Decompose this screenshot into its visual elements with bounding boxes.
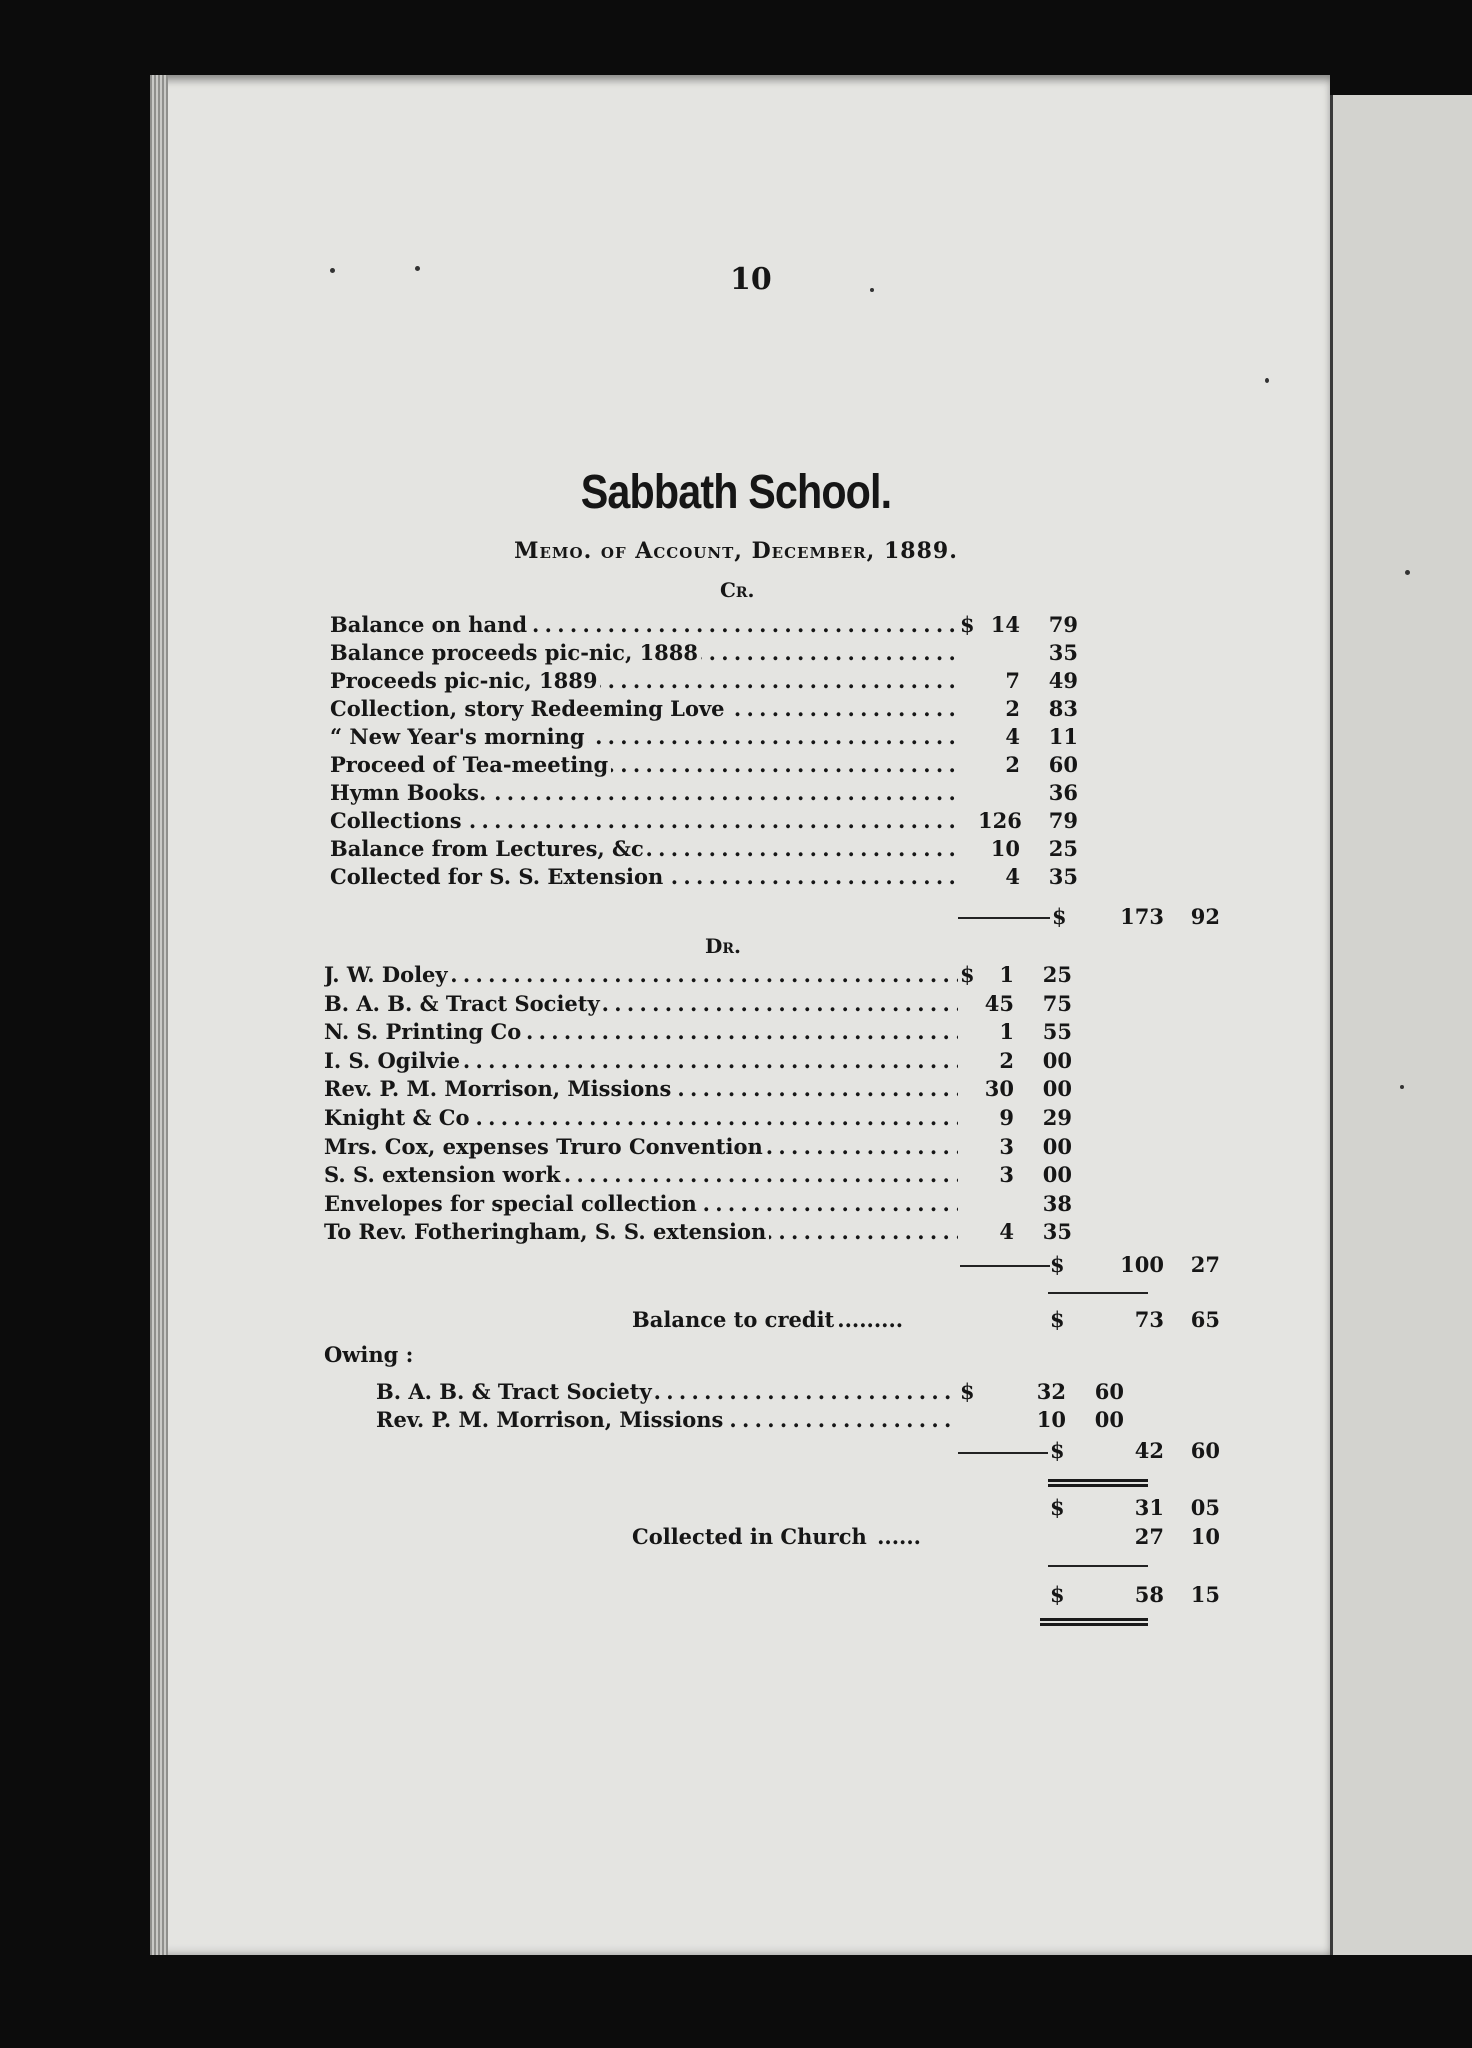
page-number: 10 <box>730 262 772 297</box>
debit-total-row <box>330 1252 1220 1280</box>
print-speck <box>415 266 420 271</box>
ledger-row-cents: 25 <box>1048 836 1078 861</box>
ledger-row <box>376 1379 1236 1407</box>
print-speck <box>870 288 874 292</box>
debit-total-cents: 27 <box>1190 1252 1220 1277</box>
ledger-row-label: Hymn Books. . . . <box>330 780 958 805</box>
ledger-row <box>330 836 1190 864</box>
grand-total-row <box>330 1582 1220 1610</box>
memo-subtitle: Memo. of Account, December, 1889. <box>514 538 958 564</box>
church-label: Collected in Church ...... <box>632 1524 921 1549</box>
grand-total-dollar-sign: $ <box>1050 1582 1065 1607</box>
ledger-row-dollars: 2 <box>1005 752 1020 777</box>
ledger-row-label: To Rev. Fotheringham, S. S. extension . . . <box>324 1219 958 1244</box>
ledger-row-dollars: 2 <box>999 1047 1014 1073</box>
ledger-row <box>324 1048 1184 1076</box>
ledger-row-dollars: 3 <box>999 1133 1014 1159</box>
ledger-row-dollars: 30 <box>984 1076 1014 1102</box>
ledger-row-cents: 60 <box>1048 752 1078 777</box>
ledger-row <box>330 696 1190 724</box>
ledger-row-dollars: 45 <box>984 990 1014 1016</box>
ledger-row-label: Proceeds pic-nic, 1889 . . . <box>330 668 958 693</box>
ledger-row <box>324 991 1184 1019</box>
ledger-row-label: Collection, story Redeeming Love . . . <box>330 696 958 721</box>
print-speck <box>330 268 335 273</box>
ledger-row-label: Balance proceeds pic-nic, 1888 . . . <box>330 640 958 665</box>
ledger-row-cents: 75 <box>1042 990 1072 1016</box>
ledger-row-dollars: 3 <box>999 1162 1014 1188</box>
church-cents: 10 <box>1190 1524 1220 1549</box>
credit-total-row <box>330 904 1220 932</box>
owing-total-row <box>330 1438 1220 1466</box>
balance-row <box>330 1307 1220 1335</box>
debit-total-dollar-sign: $ <box>1050 1252 1065 1277</box>
ledger-row-label: B. A. B. & Tract Society . . . <box>376 1379 958 1404</box>
balance-cents: 65 <box>1190 1307 1220 1332</box>
print-speck <box>1265 378 1269 383</box>
ledger-row <box>324 1191 1184 1219</box>
credit-total-dollar-sign: $ <box>1052 904 1067 929</box>
church-row <box>330 1524 1220 1552</box>
ledger-row-dollars: 32 <box>1036 1379 1066 1404</box>
credit-total-dollars: 173 <box>1120 904 1164 929</box>
ledger-row <box>330 612 1190 640</box>
ledger-row-dollars: 14 <box>990 612 1020 637</box>
ledger-row-label: Knight & Co . . . <box>324 1105 958 1130</box>
print-speck <box>1400 1085 1404 1089</box>
church-dollars: 27 <box>1134 1524 1164 1549</box>
ledger-row-cents: 11 <box>1048 724 1078 749</box>
ledger-row-dollars: 126 <box>978 808 1022 833</box>
ledger-row-cents: 00 <box>1042 1047 1072 1073</box>
ledger-row <box>330 780 1190 808</box>
ledger-row-dollars: 7 <box>1005 668 1020 693</box>
ledger-row <box>330 724 1190 752</box>
balance-label: Balance to credit ......... <box>632 1307 904 1332</box>
ledger-row-label: Collected for S. S. Extension . . . <box>330 864 958 889</box>
owing-total-dollars: 42 <box>1134 1438 1164 1463</box>
ledger-row <box>324 1105 1184 1133</box>
church-underline <box>1048 1565 1148 1567</box>
grand-total-double-rule <box>1040 1618 1148 1626</box>
ledger-row-label: Rev. P. M. Morrison, Missions . . . <box>324 1076 958 1101</box>
ledger-row-label: I. S. Ogilvie . . . <box>324 1048 958 1073</box>
ledger-row-label: “ New Year's morning . . . <box>330 724 958 749</box>
ledger-row-dollars: 10 <box>990 836 1020 861</box>
owing-total-dollar-sign: $ <box>1050 1438 1065 1463</box>
ledger-row-cents: 38 <box>1042 1190 1072 1216</box>
ledger-row-cents: 35 <box>1048 864 1078 889</box>
ledger-row-label: Collections . . . <box>330 808 958 833</box>
net-cents: 05 <box>1190 1495 1220 1520</box>
ledger-row-cents: 55 <box>1042 1019 1072 1045</box>
ledger-row-dollars: 10 <box>1036 1407 1066 1432</box>
ledger-row-cents: 00 <box>1042 1133 1072 1159</box>
ledger-row-cents: 83 <box>1048 696 1078 721</box>
net-row <box>330 1495 1220 1523</box>
net-dollars: 31 <box>1134 1495 1164 1520</box>
ledger-row <box>324 1019 1184 1047</box>
ledger-row <box>330 808 1190 836</box>
ledger-row-cents: 60 <box>1094 1379 1124 1404</box>
grand-total-cents: 15 <box>1190 1582 1220 1607</box>
ledger-row-cents: 00 <box>1094 1407 1124 1432</box>
ledger-row-dollars: 1 <box>999 962 1014 987</box>
ledger-row <box>324 1076 1184 1104</box>
ledger-row-dollars: 1 <box>999 1019 1014 1045</box>
ledger-row <box>376 1407 1236 1435</box>
balance-dollars: 73 <box>1134 1307 1164 1332</box>
ledger-row-cents: 79 <box>1048 612 1078 637</box>
grand-total-dollars: 58 <box>1134 1582 1164 1607</box>
ledger-row <box>324 1162 1184 1190</box>
owing-total-cents: 60 <box>1190 1438 1220 1463</box>
ledger-row-dollar-sign: $ <box>960 1379 975 1404</box>
ledger-row <box>330 752 1190 780</box>
ledger-row-dollars: 4 <box>1005 724 1020 749</box>
ledger-row-cents: 79 <box>1048 808 1078 833</box>
ledger-row-dollars: 4 <box>1005 864 1020 889</box>
ledger-row-cents: 29 <box>1042 1105 1072 1130</box>
ledger-row-cents: 35 <box>1042 1219 1072 1245</box>
debit-total-underline <box>1048 1292 1148 1294</box>
adjacent-page-edge <box>1330 95 1472 1955</box>
ledger-row <box>324 1134 1184 1162</box>
owing-heading: Owing : <box>324 1342 414 1367</box>
credit-total-cents: 92 <box>1190 904 1220 929</box>
ledger-row <box>324 1219 1184 1247</box>
ledger-row-dollar-sign: $ <box>960 612 975 637</box>
ledger-row-cents: 36 <box>1048 780 1078 805</box>
ledger-row-label: Proceed of Tea-meeting . . . <box>330 752 958 777</box>
ledger-row <box>330 640 1190 668</box>
ledger-row-cents: 00 <box>1042 1076 1072 1102</box>
debit-total-dollars: 100 <box>1120 1252 1164 1277</box>
page-title: Sabbath School. <box>580 466 892 519</box>
ledger-row-dollars: 4 <box>999 1219 1014 1245</box>
ledger-row-label: B. A. B. & Tract Society . . . <box>324 991 958 1016</box>
ledger-row-label: Balance on hand . . . <box>330 612 958 637</box>
ledger-row-label: Envelopes for special collection . . . <box>324 1191 958 1216</box>
ledger-row <box>330 668 1190 696</box>
ledger-row-label: Rev. P. M. Morrison, Missions . . . <box>376 1407 958 1432</box>
ledger-row <box>324 962 1184 990</box>
ledger-row-dollar-sign: $ <box>960 962 975 987</box>
ledger-row-cents: 00 <box>1042 1162 1072 1188</box>
credit-heading: Cr. <box>720 578 755 602</box>
net-dollar-sign: $ <box>1050 1495 1065 1520</box>
ledger-row-label: N. S. Printing Co . . . <box>324 1019 958 1044</box>
ledger-row-label: J. W. Doley . . . <box>324 962 958 987</box>
ledger-row <box>330 864 1190 892</box>
ledger-row-dollars: 9 <box>999 1105 1014 1130</box>
ledger-row-label: Mrs. Cox, expenses Truro Convention . . . <box>324 1134 958 1159</box>
ledger-row-label: Balance from Lectures, &c . . . <box>330 836 958 861</box>
debit-heading: Dr. <box>705 934 741 958</box>
ledger-row-cents: 25 <box>1042 962 1072 987</box>
owing-total-underline <box>1048 1479 1148 1487</box>
ledger-row-cents: 35 <box>1048 640 1078 665</box>
balance-dollar-sign: $ <box>1050 1307 1065 1332</box>
ledger-row-dollars: 2 <box>1005 696 1020 721</box>
print-speck <box>1405 570 1410 575</box>
ledger-row-label: S. S. extension work . . . <box>324 1162 958 1187</box>
ledger-row-cents: 49 <box>1048 668 1078 693</box>
